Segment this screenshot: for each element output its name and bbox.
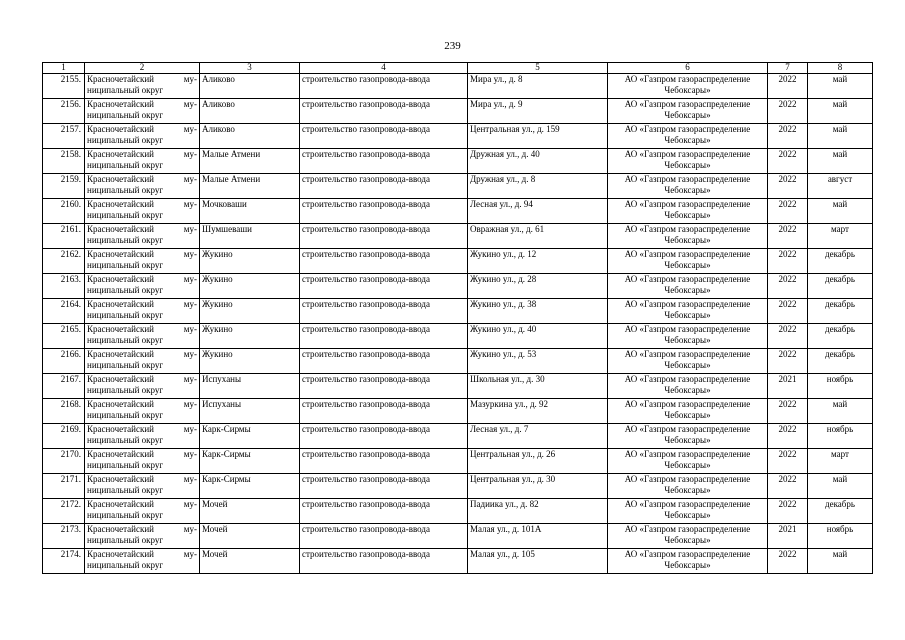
table-row (43, 549, 873, 574)
year-cell: 2021 (768, 524, 808, 549)
organization-line-2: Чебоксары» (664, 560, 711, 570)
settlement-cell: Малые Атмени (200, 174, 300, 199)
organization-line-2: Чебоксары» (664, 235, 711, 245)
year-cell: 2022 (768, 174, 808, 199)
row-number-cell: 2166. (43, 349, 85, 374)
work-type-cell: строительство газопровода-ввода (300, 499, 468, 524)
table-row (43, 324, 873, 349)
district-line-2: ниципальный округ (87, 510, 164, 520)
organization-cell (608, 74, 768, 99)
settlement-cell: Испуханы (200, 399, 300, 424)
table-body (43, 74, 873, 574)
row-number-cell: 2159. (43, 174, 85, 199)
year-cell: 2022 (768, 424, 808, 449)
settlement-cell: Жукино (200, 324, 300, 349)
work-type-cell: строительство газопровода-ввода (300, 299, 468, 324)
organization-line-2: Чебоксары» (664, 160, 711, 170)
address-cell: Лесная ул., д. 94 (468, 199, 608, 224)
table-row (43, 74, 873, 99)
district-line-2: ниципальный округ (87, 135, 164, 145)
table-row (43, 99, 873, 124)
work-type-cell: строительство газопровода-ввода (300, 199, 468, 224)
settlement-cell: Аликово (200, 124, 300, 149)
table-row (43, 249, 873, 274)
work-type-cell: строительство газопровода-ввода (300, 374, 468, 399)
settlement-cell: Мочей (200, 524, 300, 549)
district-line-1: Красночетайский му- (87, 274, 197, 284)
district-cell (85, 174, 200, 199)
month-cell: ноябрь (808, 424, 873, 449)
year-cell: 2022 (768, 449, 808, 474)
organization-line-1: АО «Газпром газораспределение (624, 174, 751, 184)
row-number-cell: 2171. (43, 474, 85, 499)
organization-line-2: Чебоксары» (664, 335, 711, 345)
district-line-2: ниципальный округ (87, 385, 164, 395)
district-cell (85, 274, 200, 299)
year-cell: 2022 (768, 399, 808, 424)
district-line-2: ниципальный округ (87, 235, 164, 245)
column-header: 2 (85, 63, 200, 74)
organization-line-1: АО «Газпром газораспределение (624, 324, 751, 334)
organization-line-1: АО «Газпром газораспределение (624, 124, 751, 134)
work-type-cell: строительство газопровода-ввода (300, 274, 468, 299)
district-line-1: Красночетайский му- (87, 224, 197, 234)
table-row (43, 499, 873, 524)
work-type-cell: строительство газопровода-ввода (300, 399, 468, 424)
row-number-cell: 2173. (43, 524, 85, 549)
column-header: 8 (808, 63, 873, 74)
organization-line-2: Чебоксары» (664, 485, 711, 495)
work-type-cell: строительство газопровода-ввода (300, 124, 468, 149)
organization-cell (608, 174, 768, 199)
work-type-cell: строительство газопровода-ввода (300, 149, 468, 174)
year-cell: 2022 (768, 474, 808, 499)
month-cell: май (808, 124, 873, 149)
district-cell (85, 349, 200, 374)
table-row (43, 399, 873, 424)
settlement-cell: Жукино (200, 274, 300, 299)
month-cell: май (808, 74, 873, 99)
organization-line-1: АО «Газпром газораспределение (624, 399, 751, 409)
organization-line-1: АО «Газпром газораспределение (624, 74, 751, 84)
row-number-cell: 2174. (43, 549, 85, 574)
address-cell: Падиика ул., д. 82 (468, 499, 608, 524)
column-header: 6 (608, 63, 768, 74)
settlement-cell: Малые Атмени (200, 149, 300, 174)
organization-cell (608, 124, 768, 149)
month-cell: декабрь (808, 324, 873, 349)
organization-line-1: АО «Газпром газораспределение (624, 299, 751, 309)
organization-line-1: АО «Газпром газораспределение (624, 224, 751, 234)
organization-cell (608, 324, 768, 349)
organization-line-2: Чебоксары» (664, 285, 711, 295)
district-line-1: Красночетайский му- (87, 499, 197, 509)
table-row (43, 174, 873, 199)
organization-line-2: Чебоксары» (664, 360, 711, 370)
settlement-cell: Жукино (200, 299, 300, 324)
district-line-2: ниципальный округ (87, 435, 164, 445)
row-number-cell: 2172. (43, 499, 85, 524)
district-line-2: ниципальный округ (87, 535, 164, 545)
table-row (43, 124, 873, 149)
year-cell: 2022 (768, 249, 808, 274)
row-number-cell: 2162. (43, 249, 85, 274)
district-line-2: ниципальный округ (87, 210, 164, 220)
address-cell: Малая ул., д. 105 (468, 549, 608, 574)
table-row (43, 199, 873, 224)
month-cell: август (808, 174, 873, 199)
table-row (43, 299, 873, 324)
data-table (42, 62, 873, 574)
organization-cell (608, 199, 768, 224)
organization-line-2: Чебоксары» (664, 185, 711, 195)
district-line-2: ниципальный округ (87, 485, 164, 495)
month-cell: ноябрь (808, 374, 873, 399)
table-row (43, 349, 873, 374)
settlement-cell: Мочей (200, 549, 300, 574)
district-line-2: ниципальный округ (87, 85, 164, 95)
column-header: 7 (768, 63, 808, 74)
organization-cell (608, 224, 768, 249)
district-line-2: ниципальный округ (87, 335, 164, 345)
district-line-2: ниципальный округ (87, 260, 164, 270)
organization-line-1: АО «Газпром газораспределение (624, 99, 751, 109)
year-cell: 2022 (768, 224, 808, 249)
month-cell: декабрь (808, 299, 873, 324)
address-cell: Школьная ул., д. 30 (468, 374, 608, 399)
row-number-cell: 2155. (43, 74, 85, 99)
organization-line-1: АО «Газпром газораспределение (624, 499, 751, 509)
district-cell (85, 99, 200, 124)
district-line-1: Красночетайский му- (87, 424, 197, 434)
organization-line-2: Чебоксары» (664, 85, 711, 95)
address-cell: Мазуркина ул., д. 92 (468, 399, 608, 424)
month-cell: декабрь (808, 499, 873, 524)
district-line-1: Красночетайский му- (87, 99, 197, 109)
district-cell (85, 374, 200, 399)
district-line-2: ниципальный округ (87, 160, 164, 170)
organization-line-2: Чебоксары» (664, 385, 711, 395)
district-line-2: ниципальный округ (87, 310, 164, 320)
month-cell: май (808, 149, 873, 174)
settlement-cell: Аликово (200, 99, 300, 124)
row-number-cell: 2165. (43, 324, 85, 349)
district-line-2: ниципальный округ (87, 460, 164, 470)
organization-line-1: АО «Газпром газораспределение (624, 524, 751, 534)
organization-cell (608, 524, 768, 549)
work-type-cell: строительство газопровода-ввода (300, 174, 468, 199)
organization-line-2: Чебоксары» (664, 510, 711, 520)
row-number-cell: 2170. (43, 449, 85, 474)
address-cell: Центральная ул., д. 159 (468, 124, 608, 149)
row-number-cell: 2164. (43, 299, 85, 324)
district-cell (85, 224, 200, 249)
organization-cell (608, 499, 768, 524)
address-cell: Дружная ул., д. 8 (468, 174, 608, 199)
district-cell (85, 424, 200, 449)
organization-line-1: АО «Газпром газораспределение (624, 199, 751, 209)
organization-cell (608, 299, 768, 324)
settlement-cell: Жукино (200, 349, 300, 374)
table-row (43, 274, 873, 299)
address-cell: Центральная ул., д. 26 (468, 449, 608, 474)
work-type-cell: строительство газопровода-ввода (300, 99, 468, 124)
organization-line-1: АО «Газпром газораспределение (624, 149, 751, 159)
column-header: 1 (43, 63, 85, 74)
year-cell: 2022 (768, 199, 808, 224)
organization-line-1: АО «Газпром газораспределение (624, 249, 751, 259)
address-cell: Овражная ул., д. 61 (468, 224, 608, 249)
work-type-cell: строительство газопровода-ввода (300, 224, 468, 249)
row-number-cell: 2168. (43, 399, 85, 424)
work-type-cell: строительство газопровода-ввода (300, 474, 468, 499)
district-line-1: Красночетайский му- (87, 449, 197, 459)
month-cell: май (808, 399, 873, 424)
district-cell (85, 524, 200, 549)
organization-cell (608, 149, 768, 174)
settlement-cell: Аликово (200, 74, 300, 99)
settlement-cell: Мочковаши (200, 199, 300, 224)
table-row (43, 424, 873, 449)
address-cell: Мира ул., д. 9 (468, 99, 608, 124)
row-number-cell: 2167. (43, 374, 85, 399)
work-type-cell: строительство газопровода-ввода (300, 74, 468, 99)
address-cell: Малая ул., д. 101А (468, 524, 608, 549)
district-line-2: ниципальный округ (87, 410, 164, 420)
organization-line-1: АО «Газпром газораспределение (624, 449, 751, 459)
organization-line-2: Чебоксары» (664, 535, 711, 545)
organization-line-1: АО «Газпром газораспределение (624, 474, 751, 484)
table-row (43, 474, 873, 499)
address-cell: Дружная ул., д. 40 (468, 149, 608, 174)
district-cell (85, 149, 200, 174)
district-cell (85, 549, 200, 574)
settlement-cell: Жукино (200, 249, 300, 274)
settlement-cell: Карк-Сирмы (200, 449, 300, 474)
district-line-2: ниципальный округ (87, 360, 164, 370)
organization-line-1: АО «Газпром газораспределение (624, 424, 751, 434)
organization-line-2: Чебоксары» (664, 310, 711, 320)
organization-line-2: Чебоксары» (664, 260, 711, 270)
header-row (43, 63, 873, 74)
table-row (43, 449, 873, 474)
month-cell: май (808, 199, 873, 224)
district-line-1: Красночетайский му- (87, 549, 197, 559)
organization-cell (608, 249, 768, 274)
organization-line-1: АО «Газпром газораспределение (624, 374, 751, 384)
district-line-1: Красночетайский му- (87, 524, 197, 534)
organization-line-2: Чебоксары» (664, 460, 711, 470)
district-line-1: Красночетайский му- (87, 124, 197, 134)
table-row (43, 524, 873, 549)
address-cell: Жукино ул., д. 28 (468, 274, 608, 299)
district-line-1: Красночетайский му- (87, 299, 197, 309)
organization-line-1: АО «Газпром газораспределение (624, 349, 751, 359)
settlement-cell: Испуханы (200, 374, 300, 399)
year-cell: 2022 (768, 349, 808, 374)
address-cell: Мира ул., д. 8 (468, 74, 608, 99)
organization-cell (608, 99, 768, 124)
district-cell (85, 449, 200, 474)
organization-line-1: АО «Газпром газораспределение (624, 274, 751, 284)
organization-line-2: Чебоксары» (664, 110, 711, 120)
organization-cell (608, 449, 768, 474)
year-cell: 2022 (768, 74, 808, 99)
month-cell: декабрь (808, 274, 873, 299)
district-line-1: Красночетайский му- (87, 474, 197, 484)
column-header: 4 (300, 63, 468, 74)
settlement-cell: Карк-Сирмы (200, 474, 300, 499)
district-line-2: ниципальный округ (87, 110, 164, 120)
year-cell: 2022 (768, 499, 808, 524)
work-type-cell: строительство газопровода-ввода (300, 449, 468, 474)
column-header: 5 (468, 63, 608, 74)
organization-line-2: Чебоксары» (664, 210, 711, 220)
column-header: 3 (200, 63, 300, 74)
district-cell (85, 199, 200, 224)
table-row (43, 149, 873, 174)
row-number-cell: 2163. (43, 274, 85, 299)
organization-line-2: Чебоксары» (664, 435, 711, 445)
organization-line-2: Чебоксары» (664, 410, 711, 420)
district-cell (85, 324, 200, 349)
work-type-cell: строительство газопровода-ввода (300, 549, 468, 574)
organization-cell (608, 474, 768, 499)
organization-line-1: АО «Газпром газораспределение (624, 549, 751, 559)
month-cell: март (808, 449, 873, 474)
month-cell: май (808, 99, 873, 124)
address-cell: Жукино ул., д. 38 (468, 299, 608, 324)
row-number-cell: 2169. (43, 424, 85, 449)
page-number: 239 (444, 40, 461, 52)
address-cell: Жукино ул., д. 12 (468, 249, 608, 274)
district-cell (85, 124, 200, 149)
work-type-cell: строительство газопровода-ввода (300, 349, 468, 374)
month-cell: май (808, 549, 873, 574)
organization-cell (608, 374, 768, 399)
district-cell (85, 474, 200, 499)
address-cell: Жукино ул., д. 40 (468, 324, 608, 349)
work-type-cell: строительство газопровода-ввода (300, 524, 468, 549)
organization-cell (608, 424, 768, 449)
district-line-1: Красночетайский му- (87, 149, 197, 159)
work-type-cell: строительство газопровода-ввода (300, 424, 468, 449)
address-cell: Лесная ул., д. 7 (468, 424, 608, 449)
district-line-1: Красночетайский му- (87, 249, 197, 259)
organization-cell (608, 549, 768, 574)
district-line-1: Красночетайский му- (87, 74, 197, 84)
district-line-1: Красночетайский му- (87, 399, 197, 409)
month-cell: март (808, 224, 873, 249)
organization-cell (608, 399, 768, 424)
district-line-2: ниципальный округ (87, 285, 164, 295)
district-line-1: Красночетайский му- (87, 174, 197, 184)
district-cell (85, 249, 200, 274)
row-number-cell: 2156. (43, 99, 85, 124)
district-cell (85, 399, 200, 424)
table-row (43, 374, 873, 399)
settlement-cell: Мочей (200, 499, 300, 524)
year-cell: 2022 (768, 299, 808, 324)
year-cell: 2022 (768, 274, 808, 299)
work-type-cell: строительство газопровода-ввода (300, 324, 468, 349)
settlement-cell: Шумшеваши (200, 224, 300, 249)
address-cell: Центральная ул., д. 30 (468, 474, 608, 499)
month-cell: декабрь (808, 249, 873, 274)
organization-cell (608, 349, 768, 374)
row-number-cell: 2161. (43, 224, 85, 249)
month-cell: ноябрь (808, 524, 873, 549)
row-number-cell: 2160. (43, 199, 85, 224)
district-line-1: Красночетайский му- (87, 199, 197, 209)
work-type-cell: строительство газопровода-ввода (300, 249, 468, 274)
settlement-cell: Карк-Сирмы (200, 424, 300, 449)
year-cell: 2022 (768, 149, 808, 174)
row-number-cell: 2157. (43, 124, 85, 149)
month-cell: декабрь (808, 349, 873, 374)
table-row (43, 224, 873, 249)
organization-cell (608, 274, 768, 299)
row-number-cell: 2158. (43, 149, 85, 174)
year-cell: 2022 (768, 549, 808, 574)
district-cell (85, 74, 200, 99)
district-cell (85, 299, 200, 324)
month-cell: май (808, 474, 873, 499)
district-line-1: Красночетайский му- (87, 324, 197, 334)
district-cell (85, 499, 200, 524)
year-cell: 2022 (768, 99, 808, 124)
year-cell: 2022 (768, 324, 808, 349)
district-line-2: ниципальный округ (87, 560, 164, 570)
address-cell: Жукино ул., д. 53 (468, 349, 608, 374)
district-line-1: Красночетайский му- (87, 349, 197, 359)
district-line-1: Красночетайский му- (87, 374, 197, 384)
year-cell: 2021 (768, 374, 808, 399)
district-line-2: ниципальный округ (87, 185, 164, 195)
year-cell: 2022 (768, 124, 808, 149)
organization-line-2: Чебоксары» (664, 135, 711, 145)
